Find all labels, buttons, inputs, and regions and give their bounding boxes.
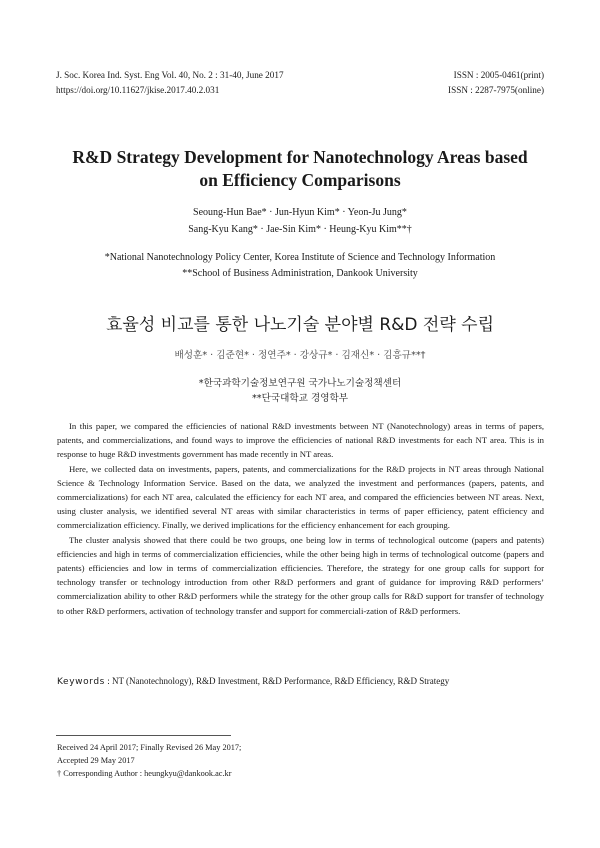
abstract-paragraph-3: The cluster analysis showed that there could be two groups, one being low in terms of technological outcome (papers and patents) efficiencies and high in terms of commercialization efficiencies, while the other being high in terms of technological outcome (papers and patents) efficiencies and low in terms of commercialization efficiencies. Therefore, the strategy for one group calls for support for technology transfer or technology introduction from other R&D performers and grant of guidance for improving R&D performers’ commercialization ability to other R&D performers while the strategy for the other group calls for R&D support for transfer of technology to other R&D performers, activation of technology transfer and support for commerciali-zation of R&D performers. <box>57 534 544 616</box>
affiliation-ko-2: **단국대학교 경영학부 <box>251 393 349 404</box>
affiliation-2: **School of Business Administration, Dankook University <box>182 268 418 279</box>
keywords-separator: : <box>104 676 112 686</box>
authors-korean: 배성훈* · 김준현* · 정연주* · 강상규* · 김재신* · 김흥규**† <box>174 350 426 361</box>
footnotes <box>57 741 544 780</box>
footnote-divider <box>56 735 231 736</box>
affiliation-1: *National Nanotechnology Policy Center, Korea Institute of Science and Technology Information <box>104 252 496 263</box>
authors-english <box>40 204 560 238</box>
corresponding-author: † Corresponding Author : heungkyu@dankook.ac.kr <box>57 769 232 778</box>
journal-citation: J. Soc. Korea Ind. Syst. Eng Vol. 40, No. 2 : 31-40, June 2017 <box>56 70 284 80</box>
received-date: Received 24 April 2017; Finally Revised 26 May 2017; <box>57 743 242 752</box>
abstract-paragraph-2: Here, we collected data on investments, papers, patents, and commercializations for the R&D projects in NT areas through National Science & Technology Information Service. Based on the data, we analyzed the investment and performances (papers, patents, and commercializations) for each NT area, calculated the efficiency for each NT area, and compared the efficiencies between NT areas. Next, using cluster analysis, we identified several NT areas with similar characteristics in terms of paper efficiency, patent efficiency and commercialization efficiency. Finally, we derived implications for the efficiency enhancement for each grouping. <box>57 463 544 531</box>
issn-online: ISSN : 2287-7975(online) <box>448 85 544 95</box>
accepted-date: Accepted 29 May 2017 <box>57 756 135 765</box>
abstract-paragraph-1: In this paper, we compared the efficiencies of national R&D investments between NT (Nanotechnology) areas in terms of papers, patents, and commercializations, and found ways to improve the efficiencies of national R&D investments for each NT area. This is in response to huge R&D investments government has made recently in NT areas. <box>57 421 544 460</box>
keywords <box>57 675 544 689</box>
authors-line-1: Seoung-Hun Bae* · Jun-Hyun Kim* · Yeon-Ju Jung* <box>193 207 407 218</box>
authors-line-2: Sang-Kyu Kang* · Jae-Sin Kim* · Heung-Kyu Kim**† <box>188 224 412 235</box>
paper-title-korean: 효율성 비교를 통한 나노기술 분야별 R&D 전략 수립 <box>105 315 494 335</box>
affiliations-korean <box>40 376 560 406</box>
keywords-text: NT (Nanotechnology), R&D Investment, R&D Performance, R&D Efficiency, R&D Strategy <box>111 676 450 686</box>
issn-print: ISSN : 2005-0461(print) <box>453 70 544 80</box>
affiliation-ko-1: *한국과학기술정보연구원 국가나노기술정책센터 <box>198 378 402 389</box>
abstract <box>57 419 544 618</box>
doi-link[interactable]: https://doi.org/10.11627/jkise.2017.40.2.031 <box>56 85 220 95</box>
affiliations-english <box>40 250 560 282</box>
keywords-label: Keywords <box>57 677 105 687</box>
paper-title-english <box>40 146 560 192</box>
title-line-1: R&D Strategy Development for Nanotechnology Areas based <box>72 147 528 167</box>
title-line-2: on Efficiency Comparisons <box>199 170 401 190</box>
